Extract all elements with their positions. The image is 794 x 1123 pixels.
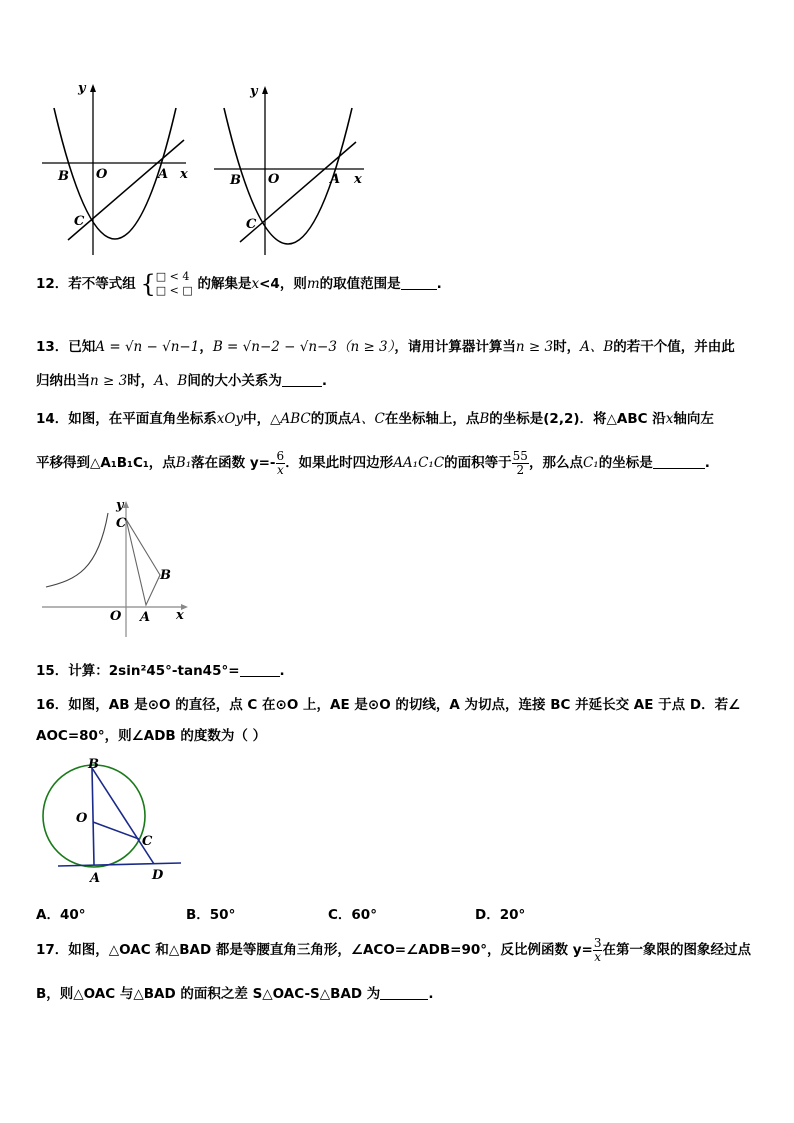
q14-line2-f: 的坐标是 — [598, 455, 653, 471]
question-16-line2 — [36, 725, 266, 747]
q13-ab: A、B — [580, 339, 614, 355]
label-y: y — [78, 81, 86, 96]
q17-fraction-3-x: $\frac{3}{x}$ — [593, 935, 602, 964]
q14-tail2: 轴向左 — [673, 411, 714, 427]
q14-fraction-6-x: $\frac{6}{x}$ — [276, 448, 285, 477]
q12-lt: <4，则 — [259, 276, 307, 292]
q16-option-c[interactable]: C．60° — [328, 907, 377, 923]
q14-b: B — [479, 411, 490, 427]
q17-line1-b: 在第一象限的图象经过点 — [602, 942, 751, 958]
question-17-line1 — [36, 935, 751, 965]
q17-answer-blank[interactable] — [380, 985, 428, 1000]
q13-expr-a: A = √n − √n−1 — [95, 339, 200, 355]
q14-tail: 的坐标是(2,2)．将△ABC 沿 — [489, 411, 666, 427]
line-through-c-a — [68, 140, 184, 240]
q14-quad: AA₁C₁C — [393, 455, 445, 471]
question-16-line1 — [36, 694, 740, 716]
label-a: A — [140, 610, 151, 625]
label-a: A — [158, 167, 169, 182]
label-c: C — [246, 217, 257, 232]
q16-option-a[interactable]: A．40° — [36, 907, 86, 923]
triangle-abc — [126, 519, 160, 605]
q13-cond: （n ≥ 3） — [336, 339, 395, 355]
y-axis-arrow — [262, 86, 268, 94]
q16-line2: AOC=80°，则∠ADB 的度数为（ ） — [36, 728, 267, 744]
q17-line2: B，则△OAC 与△BAD 的面积之差 S△OAC-S△BAD 为 — [36, 986, 381, 1002]
label-c: C — [142, 834, 153, 849]
q12-end: . — [436, 276, 442, 292]
q16-option-b[interactable]: B．50° — [186, 907, 236, 923]
question-17-line2 — [36, 983, 433, 1005]
q14-ac: A、C — [351, 411, 385, 427]
q14-line2-a: 平移得到△A₁B₁C₁，点 — [36, 455, 176, 471]
label-b: B — [160, 568, 171, 583]
question-14-line1 — [36, 408, 714, 430]
label-x: x — [180, 167, 188, 182]
q13-prefix: 13．已知 — [36, 339, 96, 355]
q14-c1: C₁ — [582, 455, 599, 471]
q14-line2-e: ，那么点 — [528, 455, 583, 471]
q14-line2-d: 的面积等于 — [444, 455, 512, 471]
q13-line2-mid: 时， — [127, 373, 155, 389]
q13-line2-tail: 间的大小关系为 — [187, 373, 282, 389]
q14-prefix: 14．如图，在平面直角坐标系 — [36, 411, 217, 427]
q13-tail: 的若干个值，并由此 — [613, 339, 735, 355]
q13-line2-ab: A、B — [154, 373, 188, 389]
q14-end: . — [704, 455, 710, 471]
q15-end: . — [279, 663, 285, 679]
hyperbola-curve — [46, 513, 108, 587]
q16-circle-figure — [36, 756, 196, 888]
q12-var-x: x — [251, 276, 260, 292]
label-a: A — [90, 871, 101, 886]
label-x: x — [354, 172, 362, 187]
q12-mid: 的解集是 — [197, 276, 252, 292]
q13-n-cond: n ≥ 3 — [515, 339, 554, 355]
label-o: O — [76, 811, 88, 826]
q12-row1: □ < 4 — [155, 270, 190, 283]
label-o: O — [110, 609, 122, 624]
label-b: B — [58, 169, 69, 184]
label-o: O — [96, 167, 108, 182]
q15-text: 15．计算：2sin²45°-tan45°= — [36, 663, 240, 679]
label-b: B — [88, 757, 99, 772]
q14-figure — [36, 495, 196, 645]
question-14-line2 — [36, 448, 710, 478]
y-axis-arrow — [123, 501, 129, 508]
q13-mid2: 时， — [553, 339, 581, 355]
question-13-line2 — [36, 370, 327, 392]
q14-b1: B₁ — [175, 455, 192, 471]
q12-suffix: 的取值范围是 — [319, 276, 401, 292]
label-y: y — [116, 498, 124, 513]
parabola-figure-right — [208, 80, 378, 260]
q12-answer-blank[interactable] — [401, 275, 437, 290]
q14-axis: x — [665, 411, 674, 427]
q17-end: . — [428, 986, 434, 1002]
q13-mid: ，请用计算器计算当 — [394, 339, 516, 355]
label-c: C — [74, 214, 85, 229]
label-b: B — [230, 173, 241, 188]
q12-inequality-system: { □ < 4 □ < □ — [140, 270, 193, 298]
label-d: D — [152, 868, 164, 883]
label-c: C — [116, 516, 127, 531]
q13-answer-blank[interactable] — [282, 372, 322, 387]
q16-line1: 16．如图，AB 是⊙O 的直径，点 C 在⊙O 上，AE 是⊙O 的切线，A 为切点，连接 BC 并延长交 AE 于点 D．若∠ — [36, 697, 741, 713]
q14-line2-b: 落在函数 y=- — [191, 455, 276, 471]
question-15 — [36, 660, 285, 682]
q13-line2-cond: n ≥ 3 — [90, 373, 128, 389]
q14-fraction-55-2: $\frac{55}{2}$ — [512, 448, 528, 477]
q13-end: . — [321, 373, 327, 389]
q12-prefix: 12．若不等式组 — [36, 276, 136, 292]
y-axis-arrow — [90, 84, 96, 92]
parabola-figure-left — [36, 80, 196, 260]
q16-option-d[interactable]: D．20° — [475, 907, 526, 923]
question-13-line1: 13．已知A = √n − √n−1，B = √n−2 − √n−3（n ≥ 3），请用计算器计算当n ≥ 3时，A、B的若干个值，并由此 — [36, 339, 735, 355]
diameter-ab — [92, 768, 94, 865]
q14-tri: △ABC — [270, 411, 311, 427]
q12-row2: □ < □ — [155, 284, 193, 297]
label-a: A — [330, 172, 341, 187]
q12-var-m: m — [306, 276, 320, 292]
q14-line2-c: ．如果此时四边形 — [285, 455, 394, 471]
q13-line2-prefix: 归纳出当 — [36, 373, 90, 389]
line-through-c-a — [240, 142, 356, 242]
q17-line1-a: 17．如图，△OAC 和△BAD 都是等腰直角三角形，∠ACO=∠ADB=90°，反比例函数 y= — [36, 942, 593, 958]
question-12 — [36, 270, 442, 298]
q14-sys: xOy — [216, 411, 244, 427]
q13-expr-b: B = √n−2 − √n−3 — [212, 339, 337, 355]
label-x: x — [176, 608, 184, 623]
label-o: O — [268, 172, 280, 187]
q14-mid2: 的顶点 — [310, 411, 352, 427]
q14-mid3: 在坐标轴上，点 — [384, 411, 480, 427]
q14-answer-blank[interactable] — [653, 454, 705, 469]
q14-mid: 中， — [243, 411, 271, 427]
label-y: y — [250, 84, 258, 99]
q15-answer-blank[interactable] — [240, 662, 280, 677]
